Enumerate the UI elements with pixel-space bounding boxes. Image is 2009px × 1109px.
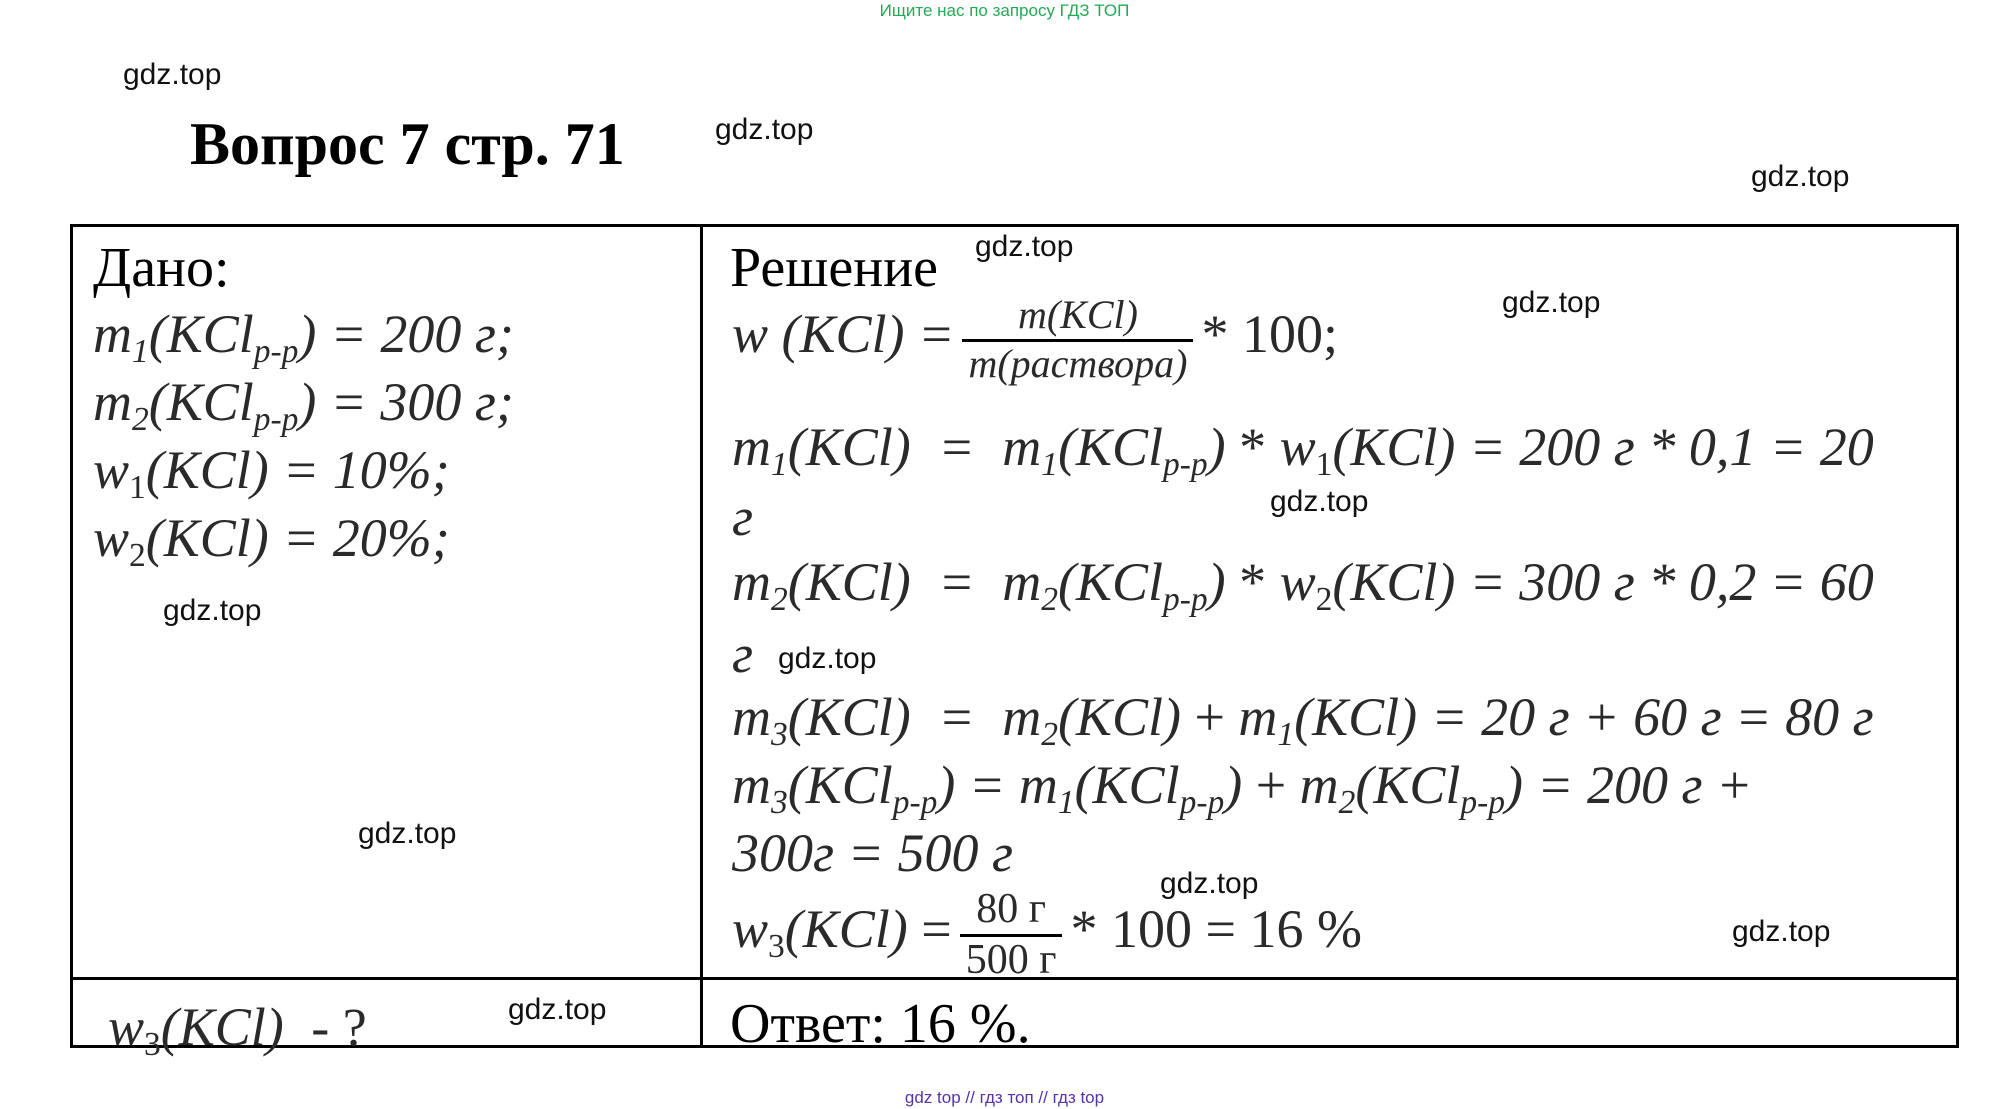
solution-line-m1: $m_1(KCl) = m_1(KCl_{p-p}) * w_1(KCl) = 200$ г * 0,1 = 20 (732, 417, 1874, 484)
solution-line-m2-cont: г (732, 624, 754, 684)
table-divider-vertical (700, 224, 703, 1048)
given-line: $m_2(KCl_{p-p}) = 300$ г; (93, 372, 514, 439)
given-line: $w_1(KCl) = 10\%$; (93, 440, 450, 507)
watermark: gdz.top (163, 594, 262, 627)
formula-mass-fraction: w (KCl) = $\frac{\text{m(KCl)}}{\text{m(раствора)}}$ * 100; (732, 292, 1338, 386)
watermark: gdz.top (1502, 286, 1601, 319)
top-hint: Ищите нас по запросу ГДЗ ТОП (879, 1, 1130, 20)
watermark: gdz.top (1732, 915, 1831, 948)
answer: Ответ: 16 %. (730, 993, 1031, 1055)
watermark: gdz.top (1160, 867, 1259, 900)
watermark: gdz.top (715, 113, 814, 146)
watermark: gdz.top (975, 230, 1074, 263)
watermark: gdz.top (123, 58, 222, 91)
solution-line-m1-cont: г (732, 487, 754, 547)
footer-links[interactable]: gdz top // гдз топ // гдз top (904, 1088, 1105, 1107)
given-header: Дано: (93, 237, 230, 299)
watermark: gdz.top (778, 642, 877, 675)
given-line: $m_1(KCl_{p-p}) = 200$ г; (93, 304, 514, 371)
solution-header: Решение (730, 237, 939, 299)
watermark: gdz.top (1270, 485, 1369, 518)
watermark: gdz.top (1751, 160, 1850, 193)
solution-line-w3: $w_3(KCl)$ = $\frac{80 г}{500 г}$ * 100 = 16 % (732, 886, 1362, 983)
watermark: gdz.top (508, 993, 607, 1026)
solution-line-m3: $m_3(KCl) = m_2(KCl) + m_1(KCl) = 20$ г + 60 г = 80 г (732, 687, 1874, 754)
page-title: Вопрос 7 стр. 71 (190, 111, 625, 177)
find-quantity: $w_3(KCl)$ - ? (108, 997, 367, 1064)
solution-line-m2: $m_2(KCl) = m_2(KCl_{p-p}) * w_2(KCl) = 300$ г * 0,2 = 60 (732, 552, 1874, 619)
given-line: $w_2(KCl) = 20\%$; (93, 508, 450, 575)
watermark: gdz.top (358, 817, 457, 850)
solution-line-m3-solution-cont: 300г = 500 г (732, 823, 1014, 883)
solution-line-m3-solution: $m_3(KCl_{p-p}) = m_1(KCl_{p-p}) + m_2(KCl_{p-p}) = 200$ г + (732, 755, 1753, 822)
